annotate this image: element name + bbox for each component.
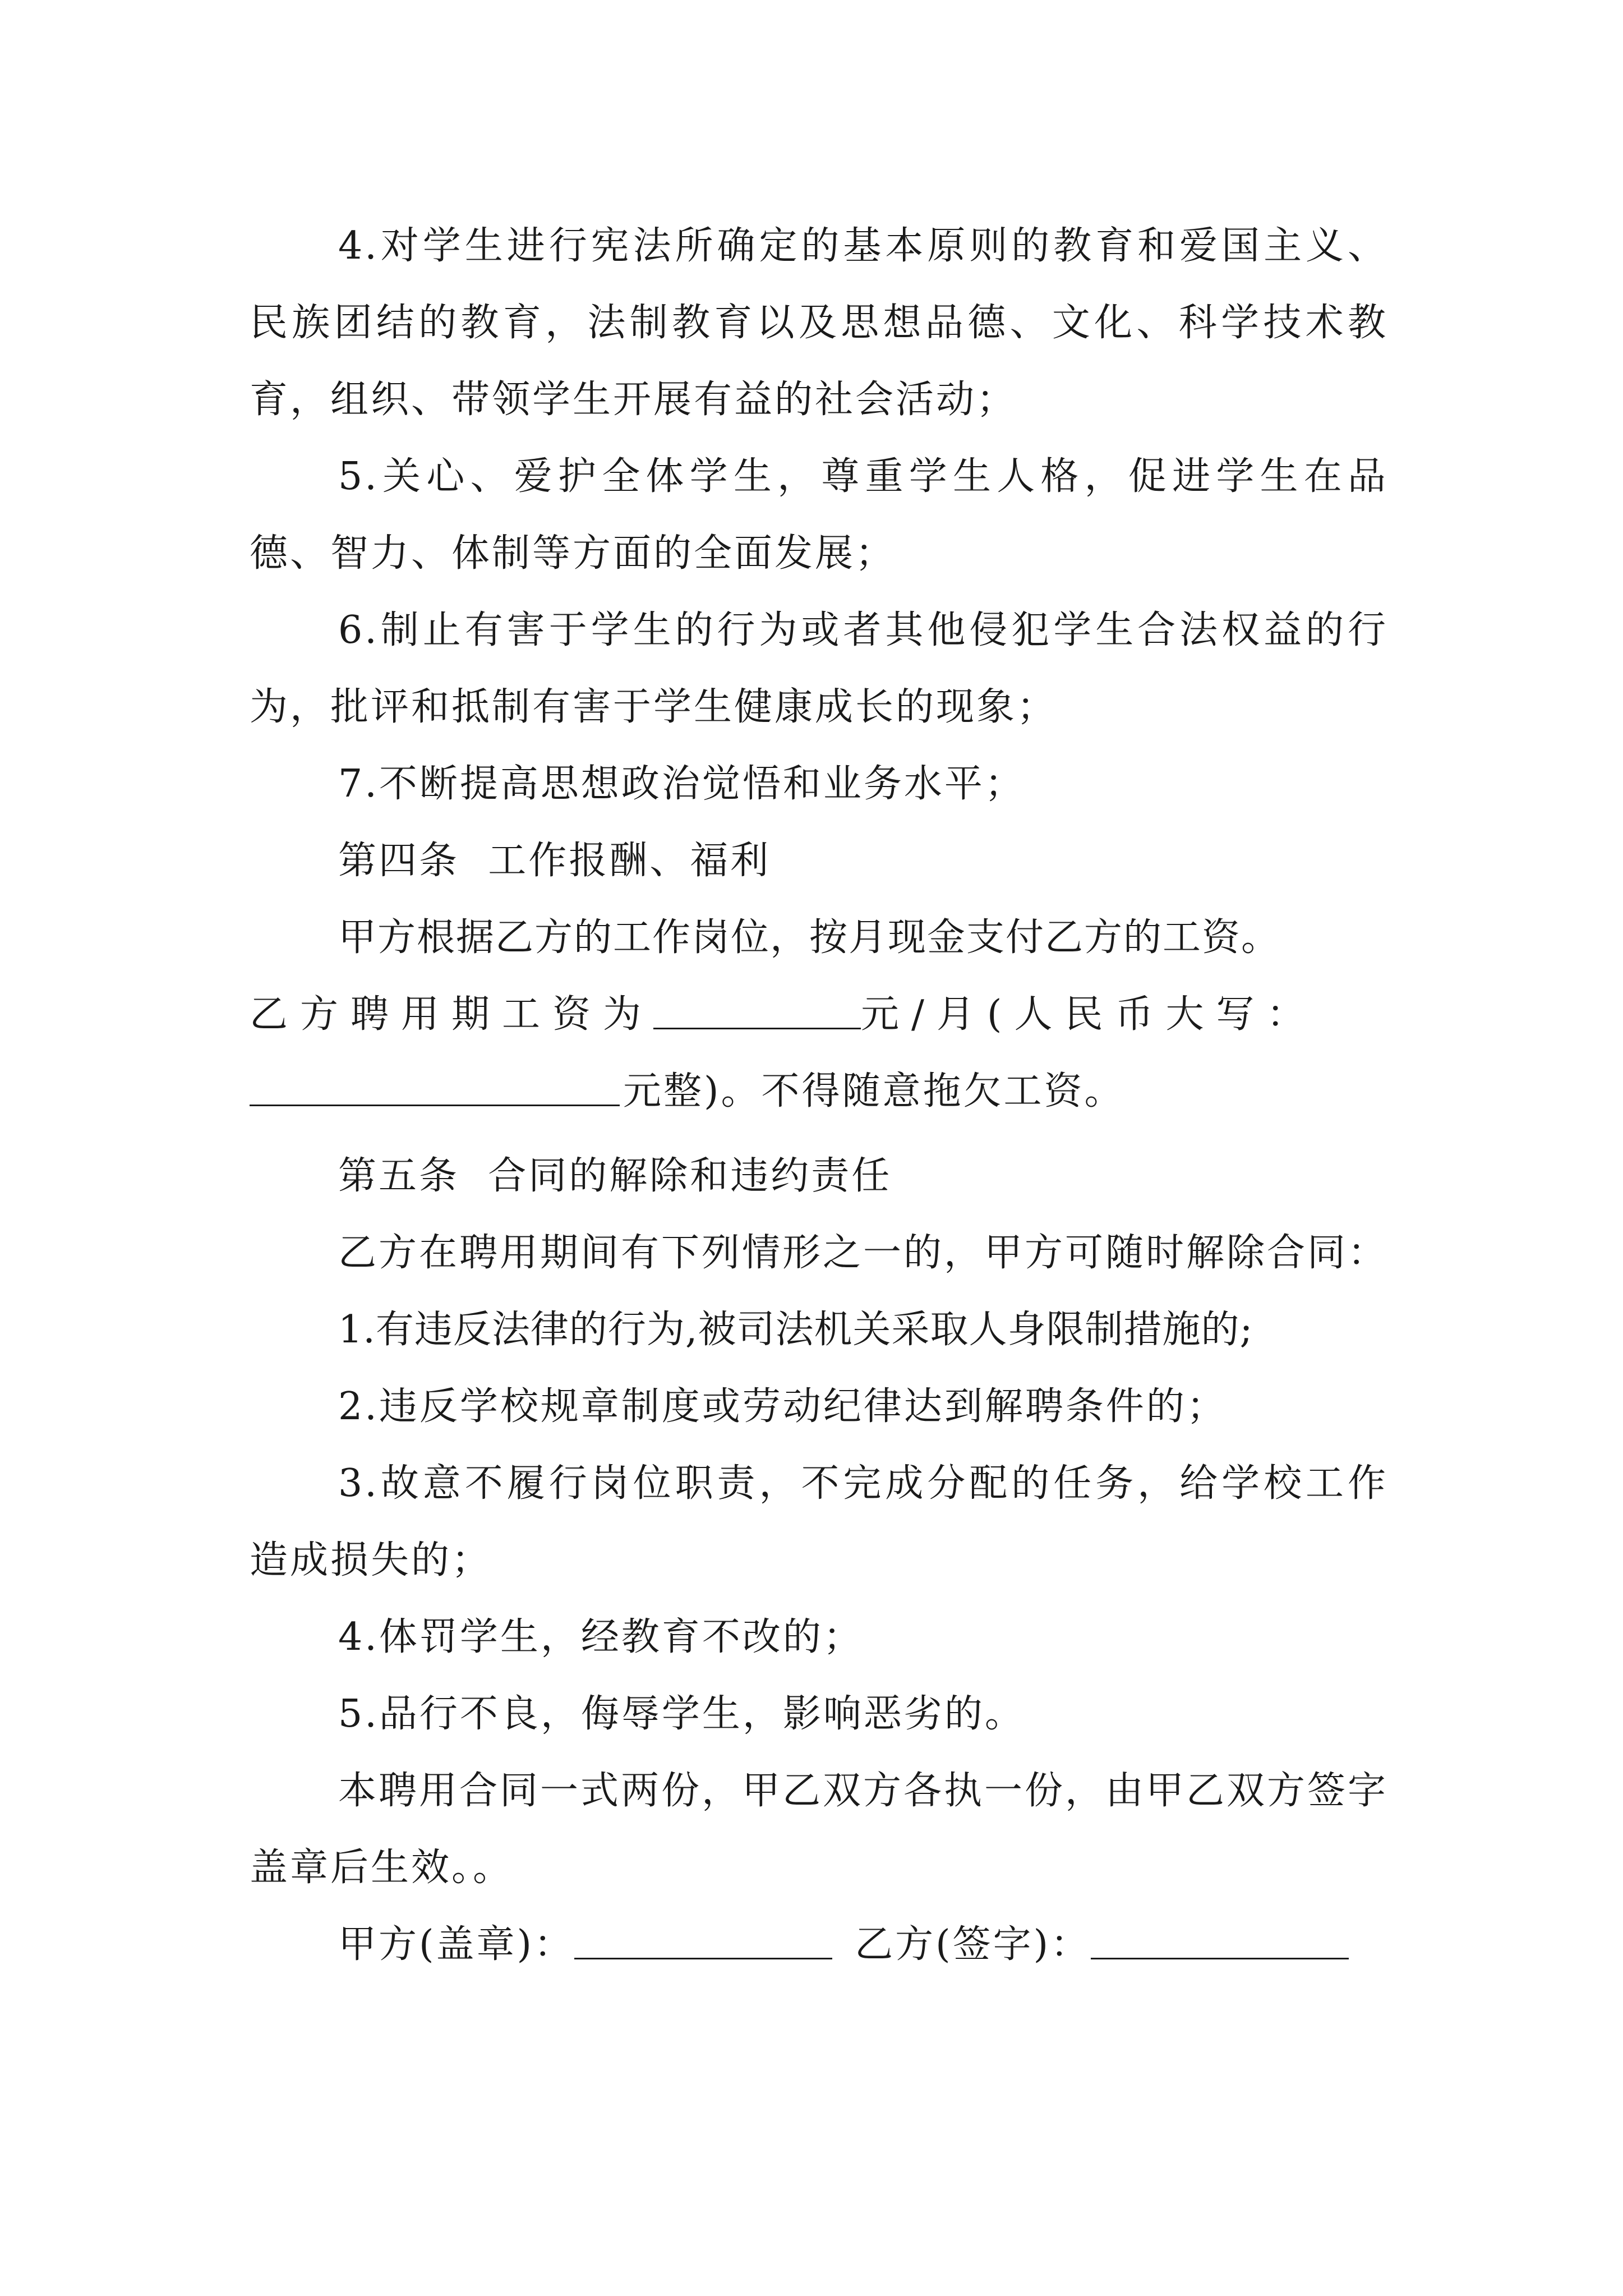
party-a-seal-blank[interactable] xyxy=(574,1924,832,1959)
closing-clause: 本聘用合同一式两份，甲乙双方各执一份，由甲乙双方签字盖章后生效。。 xyxy=(250,1769,1389,1890)
party-b-label: 乙方(签字)： xyxy=(855,1922,1091,1967)
article-4-payment-text: 甲方根据乙方的工作岗位，按月现金支付乙方的工资。 xyxy=(338,915,1281,960)
salary-prefix: 乙方聘用期工资为 xyxy=(250,992,654,1037)
duty-item-4: 4.对学生进行宪法所确定的基本原则的教育和爱国主义、民族团结的教育，法制教育以及思想品德、文化、科学技术教育，组织、带领学生开展有益的社会活动； xyxy=(250,224,1388,422)
termination-item-3: 3.故意不履行岗位职责，不完成分配的任务，给学校工作造成损失的； xyxy=(250,1461,1388,1582)
termination-item-2: 2.违反学校规章制度或劳动纪律达到解聘条件的； xyxy=(338,1384,1227,1429)
article-4-salary-line xyxy=(250,976,1388,1053)
salary-suffix: 元/月(人民币大写： xyxy=(861,992,1317,1037)
article-4-salary-line-2 xyxy=(250,1053,1388,1130)
article-5-heading: 第五条 合同的解除和违约责任 xyxy=(338,1154,892,1198)
salary-end: 元整)。不得随意拖欠工资。 xyxy=(623,1069,1125,1114)
termination-item-4: 4.体罚学生，经教育不改的； xyxy=(338,1615,864,1659)
article-4-heading: 第四条 工作报酬、福利 xyxy=(338,839,771,883)
termination-item-5: 5.品行不良，侮辱学生，影响恶劣的。 xyxy=(338,1692,1025,1736)
signature-line xyxy=(250,1906,1388,1983)
termination-item-1: 1.有违反法律的行为,被司法机关采取人身限制措施的; xyxy=(338,1308,1253,1352)
salary-in-words-blank[interactable] xyxy=(250,1071,620,1106)
party-b-signature-blank[interactable] xyxy=(1091,1924,1349,1959)
duty-item-7: 7.不断提高思想政治觉悟和业务水平； xyxy=(338,762,1025,806)
duty-item-6: 6.制止有害于学生的行为或者其他侵犯学生合法权益的行为，批评和抵制有害于学生健康成长的现象； xyxy=(250,608,1388,729)
article-5-intro: 乙方在聘用期间有下列情形之一的，甲方可随时解除合同： xyxy=(338,1231,1389,1275)
duty-item-5: 5.关心、爱护全体学生，尊重学生人格，促进学生在品德、智力、体制等方面的全面发展； xyxy=(250,454,1388,576)
party-a-label: 甲方(盖章)： xyxy=(338,1922,575,1967)
salary-amount-blank[interactable] xyxy=(653,994,861,1029)
contract-body xyxy=(250,208,1388,1983)
